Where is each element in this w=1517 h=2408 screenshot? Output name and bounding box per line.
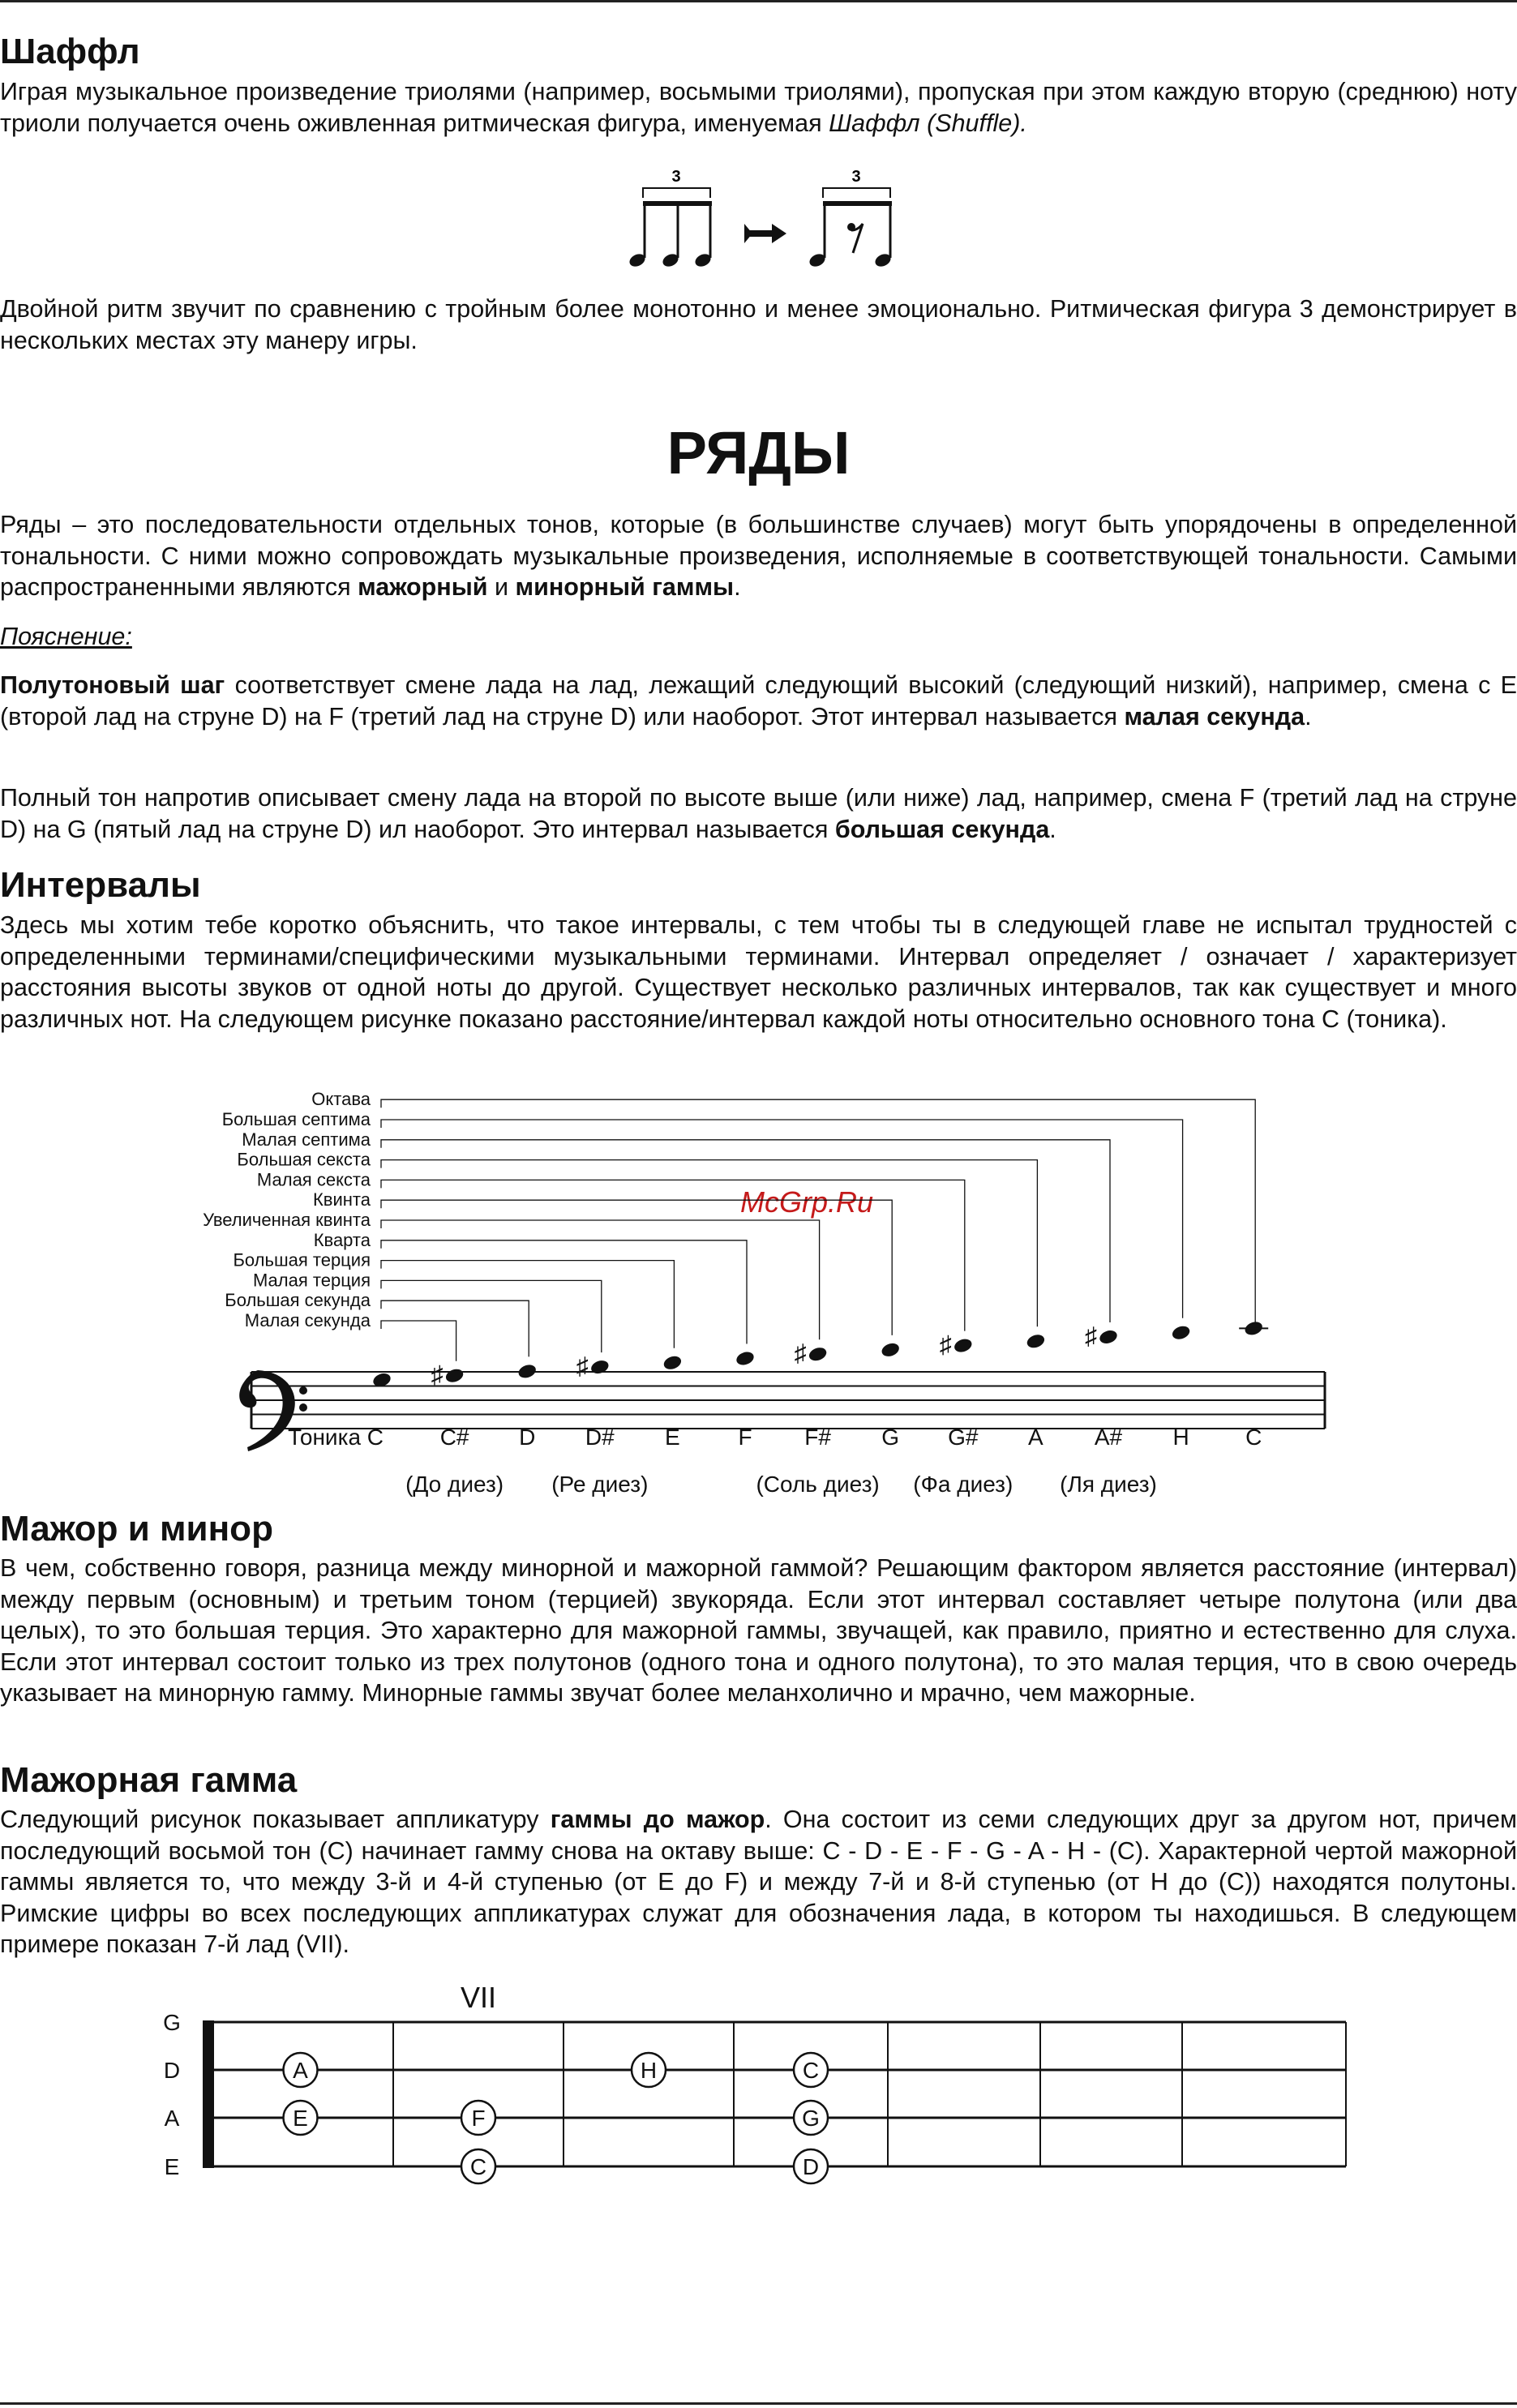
note-label: D	[519, 1425, 536, 1450]
sharp-note-name: (Фа диез)	[913, 1472, 1013, 1497]
shuffle-paragraph-2: Двойной ритм звучит по сравнению с тройным более монотонно и менее эмоционально. Ритмическая фигура 3 демонстрирует в нескольких местах эту манеру игры.	[0, 295, 1517, 354]
sharp-sign: ♯	[576, 1353, 589, 1381]
note-label: F#	[804, 1425, 831, 1450]
sharp-sign: ♯	[1085, 1323, 1097, 1350]
note-head	[444, 1367, 465, 1385]
term-major: мажорный	[358, 573, 488, 601]
shuffle-term: Шаффл (Shuffle).	[829, 109, 1027, 137]
interval-label: Увеличенная квинта	[203, 1210, 371, 1230]
note-label: D#	[585, 1425, 615, 1450]
interval-label: Малая секста	[256, 1169, 371, 1190]
term-c-major-scale: гаммы до мажор	[550, 1806, 765, 1833]
note-label: F	[738, 1425, 752, 1450]
note-head	[953, 1337, 974, 1355]
note-label: A#	[1094, 1425, 1123, 1450]
interval-label: Малая септима	[242, 1129, 371, 1150]
arrow-icon	[744, 224, 786, 243]
sharp-note-name: (Ля диез)	[1060, 1472, 1157, 1497]
interval-label: Большая секунда	[225, 1290, 371, 1311]
note-label: G	[881, 1425, 900, 1450]
bottom-rule	[0, 2402, 1517, 2405]
interval-connector	[381, 1120, 1183, 1318]
note-head	[1171, 1324, 1192, 1342]
note-label: C	[1245, 1425, 1262, 1450]
note-head	[1025, 1332, 1046, 1350]
note-label: C#	[439, 1425, 469, 1450]
interval-connector	[381, 1261, 674, 1348]
major-minor-paragraph: В чем, собственно говоря, разница между минорной и мажорной гаммой? Решающим фактором является расстояние (интервал) между первым (основным) и третьим тоном (терцией) звукоряда. Если этот интервал составляет четыре полутона (или два целых), то это большая терция. Это характерно для мажорной гаммы, звучащей, как правило, приятно и естественно для слуха. Если этот интервал состоит только из трех полутонов (одного тона и одного полутона), то это малая терция, что в свою очередь указывает на минорную гамму. Минорные гаммы звучат более меланхолично и мрачно, чем мажорные.	[0, 1554, 1517, 1707]
sharp-sign: ♯	[939, 1331, 952, 1359]
interval-connector	[381, 1140, 1110, 1322]
watermark: McGrp.Ru	[739, 1185, 874, 1219]
note-head	[880, 1341, 901, 1359]
sharp-note-name: (До диез)	[405, 1472, 504, 1497]
shuffle-paragraph-1: Играя музыкальное произведение триолями (например, восьмыми триолями), пропуская при этом каждую вторую (среднюю) ноту триоли получается очень оживленная ритмическая фигура, именуемая Шаффл (Shuffle).	[0, 78, 1517, 137]
interval-label: Большая секста	[237, 1149, 371, 1170]
interval-label: Малая терция	[252, 1270, 371, 1291]
fretboard-nut	[203, 2020, 214, 2168]
fret-note-label: F	[471, 2106, 486, 2131]
string-label: G	[163, 2010, 181, 2035]
interval-label: Октава	[311, 1089, 371, 1110]
fret-note-label: C	[469, 2154, 487, 2179]
fret-note-label: H	[640, 2058, 658, 2083]
sharp-sign: ♯	[431, 1361, 444, 1389]
shuffle-notes	[808, 201, 893, 269]
note-label: A	[1028, 1425, 1043, 1450]
interval-connector	[381, 1180, 965, 1330]
interval-label: Большая септима	[221, 1109, 371, 1129]
term-semitone: Полутоновый шаг	[0, 671, 225, 699]
note-head	[516, 1363, 538, 1381]
heading-major-scale: Мажорная гамма	[0, 1760, 298, 1800]
fret-note-label: C	[802, 2058, 820, 2083]
interval-chart	[0, 1086, 1517, 1508]
interval-label: Большая терция	[233, 1249, 371, 1270]
triplet-number-2: 3	[851, 168, 861, 186]
note-head	[735, 1350, 756, 1368]
interval-connector	[381, 1220, 820, 1339]
triplet-number-1: 3	[671, 168, 681, 186]
interval-connector	[381, 1321, 456, 1361]
string-label: E	[164, 2154, 180, 2179]
interval-label: Квинта	[312, 1189, 371, 1210]
heading-intervals: Интервалы	[0, 865, 201, 905]
interval-connector	[381, 1280, 602, 1352]
scales-paragraph-1: Ряды – это последовательности отдельных тонов, которые (в большинстве случаев) могут быть упорядочены в определенной тональности. С ними можно сопровождать музыкальные произведения, исполняемые в соответствующей тональности. Самыми распространенными являются мажорный и минорный гаммы.	[0, 511, 1517, 601]
major-scale-paragraph: Следующий рисунок показывает аппликатуру гаммы до мажор. Она состоит из семи следующих друг за другом нот, причем последующий восьмой тон (С) начинает гамму снова на октаву выше: С - D - E - F - G - A - H - (C). Характерной чертой мажорной гаммы является то, что между 3-й и 4-й ступенью (от E до F) и между 7-й и 8-й ступенью (от H до (С)) находятся полутоны. Римские цифры во всех последующих аппликатурах служат для обозначения лада, в котором ты находишься. В следующем примере показан 7-й лад (VII).	[0, 1806, 1517, 1958]
scales-paragraph-2: Полутоновый шаг соответствует смене лада на лад, лежащий следующий высокий (следующий низкий), например, смена с Е (второй лад на струне D) на F (третий лад на струне D) или наоборот. Этот интервал называется малая секунда.	[0, 671, 1517, 731]
fret-note-label: D	[802, 2154, 820, 2179]
top-rule	[0, 0, 1517, 2]
interval-label: Кварта	[313, 1229, 371, 1250]
note-head	[662, 1354, 683, 1372]
shuffle-notation-figure	[616, 162, 908, 276]
note-head	[589, 1358, 611, 1376]
note-label: E	[665, 1425, 680, 1450]
intervals-paragraph: Здесь мы хотим тебе коротко объяснить, что такое интервалы, с тем чтобы ты в следующей главе не испытал трудностей с определенными терминами/специфическими музыкальными терминами. Интервал определяет / означает / характеризует расстояния высоты звуков от одной ноты до другой. Существует несколько различных интервалов, так как существует и много различных нот. На следующем рисунке показано расстояние/интервал каждой ноты относительно основного тона С (тоника).	[0, 911, 1517, 1033]
interval-connector	[381, 1300, 529, 1356]
fret-note-label: G	[802, 2106, 820, 2131]
eighth-triplet-notes	[628, 201, 713, 269]
string-label: A	[164, 2106, 180, 2131]
sharp-sign: ♯	[794, 1340, 807, 1368]
note-label: G#	[948, 1425, 979, 1450]
interval-connector	[381, 1160, 1037, 1327]
heading-major-minor: Мажор и минор	[0, 1509, 273, 1549]
note-label: Тоника C	[287, 1425, 384, 1450]
scales-paragraph-3: Полный тон напротив описывает смену лада на второй по высоте выше (или ниже) лад, например, смена F (третий лад на струне D) на G (пятый лад на струне D) ил наоборот. Это интервал называется большая секунда.	[0, 784, 1517, 843]
note-head	[1098, 1328, 1119, 1346]
note-head	[808, 1345, 829, 1363]
interval-label: Малая секунда	[244, 1310, 371, 1330]
title-scales: РЯДЫ	[666, 419, 851, 486]
explanation-label: Пояснение:	[0, 623, 132, 650]
fretboard-diagram	[0, 1978, 1517, 2189]
term-minor-scales: минорный гаммы	[515, 573, 735, 601]
fret-note-label: A	[293, 2058, 308, 2083]
sharp-note-name: (Соль диез)	[756, 1472, 880, 1497]
note-label: H	[1172, 1425, 1189, 1450]
position-label: VII	[460, 1981, 497, 2014]
heading-shuffle: Шаффл	[0, 32, 140, 71]
interval-connector	[381, 1240, 747, 1344]
fret-note-label: E	[293, 2106, 308, 2131]
term-minor-second: малая секунда	[1124, 702, 1305, 731]
string-label: D	[163, 2058, 181, 2083]
term-major-second: большая секунда	[834, 815, 1050, 843]
sharp-note-name: (Ре диез)	[551, 1472, 649, 1497]
